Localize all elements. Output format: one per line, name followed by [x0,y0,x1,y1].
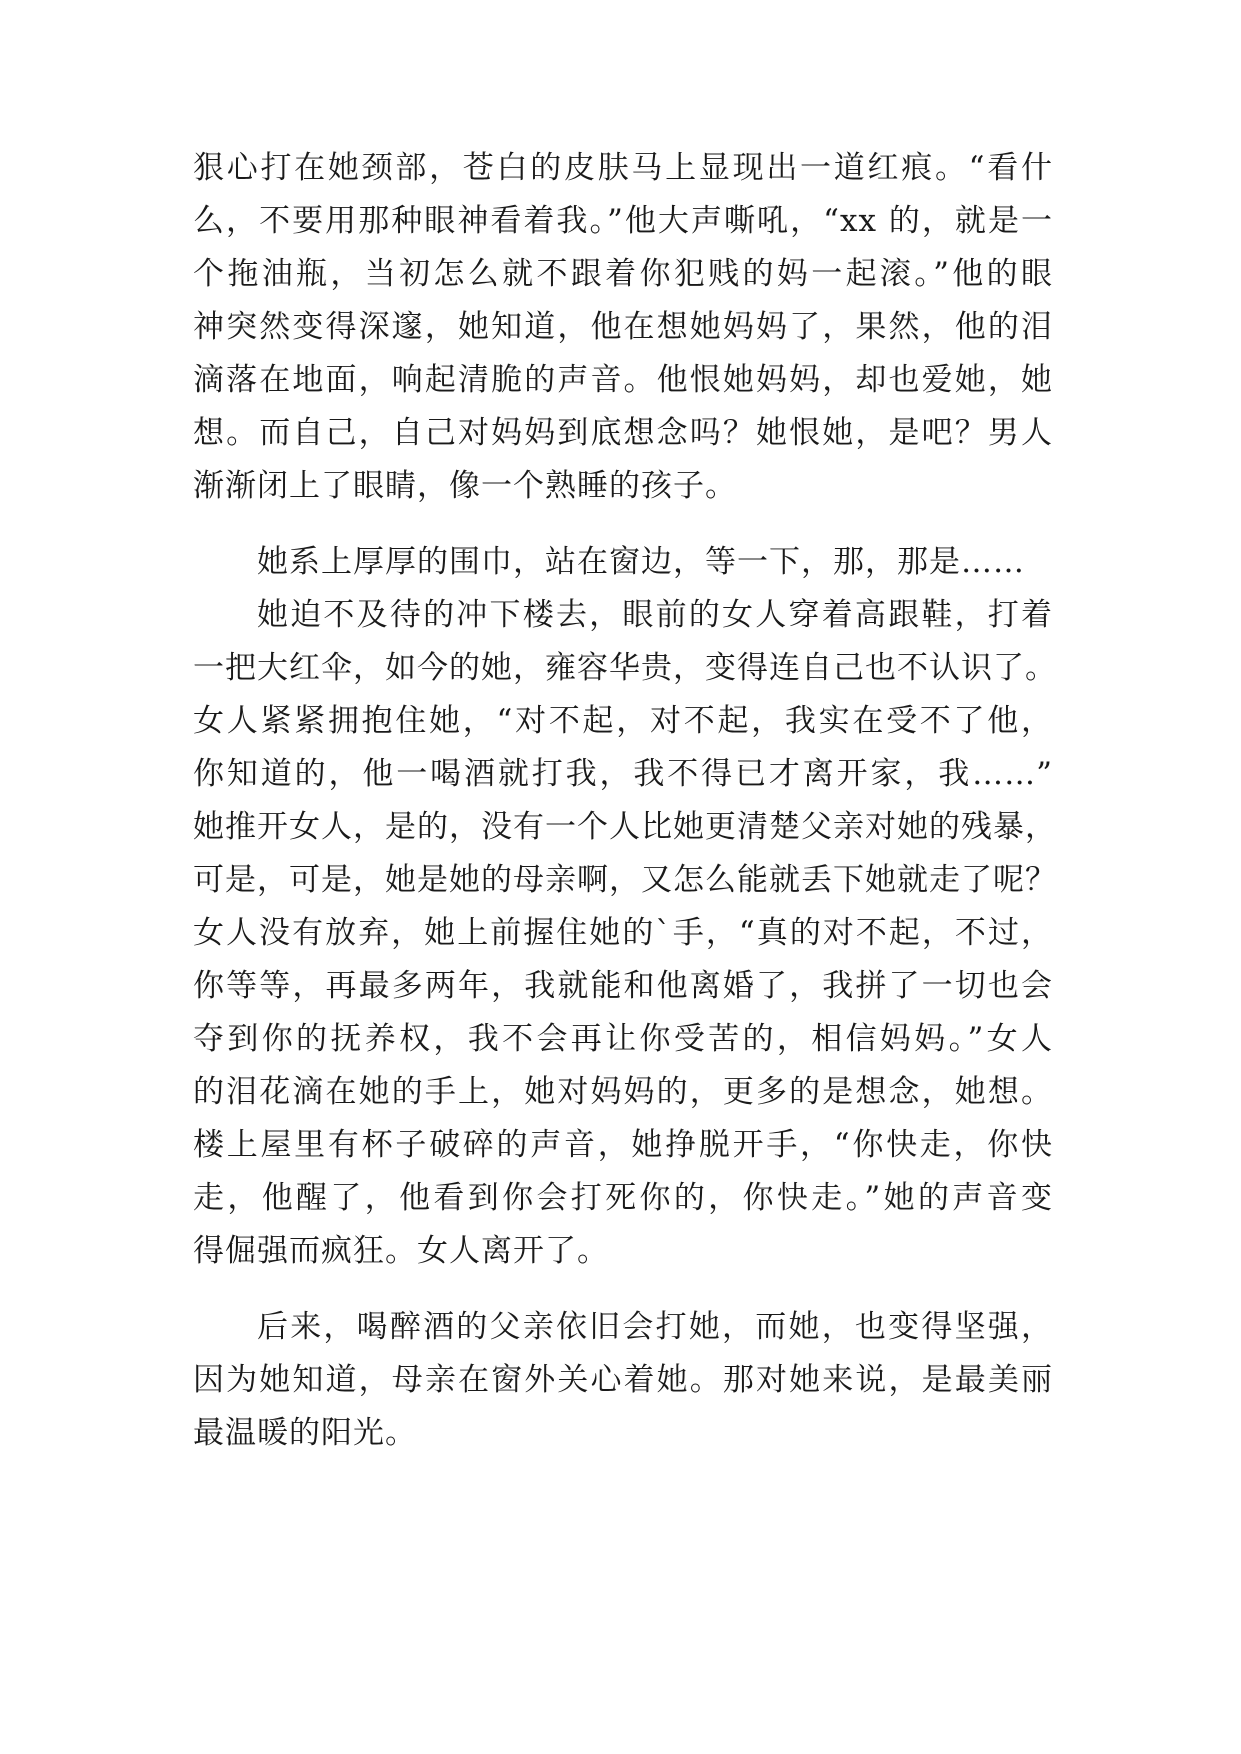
text-line: 她系上厚厚的围巾，站在窗边，等一下，那，那是…… [257,544,1025,580]
text-line: 滴落在地面，响起清脆的声音。他恨她妈妈，却也爱她，她 [193,362,1053,398]
text-line: 想。而自己，自己对妈妈到底想念吗？她恨她，是吧？男人 [193,415,1053,451]
text-line: 女人紧紧拥抱住她，“对不起，对不起，我实在受不了他， [193,703,1053,739]
text-line: 后来，喝醉酒的父亲依旧会打她，而她，也变得坚强， [257,1309,1053,1345]
text-line: 个拖油瓶，当初怎么就不跟着你犯贱的妈一起滚。”他的眼 [193,256,1053,292]
text-line: 夺到你的抚养权，我不会再让你受苦的，相信妈妈。”女人 [193,1021,1053,1057]
text-line: 渐渐闭上了眼睛，像一个熟睡的孩子。 [193,468,737,504]
text-line: 你等等，再最多两年，我就能和他离婚了，我拼了一切也会 [193,968,1053,1004]
text-line: 你知道的，他一喝酒就打我，我不得已才离开家，我……” [193,756,1053,792]
text-line: 一把大红伞，如今的她，雍容华贵，变得连自己也不认识了。 [193,650,1057,686]
text-line: 可是，可是，她是她的母亲啊，又怎么能就丢下她就走了呢？ [193,862,1057,898]
text-line: 女人没有放弃，她上前握住她的`手，“真的对不起，不过， [193,915,1053,951]
text-line: 得倔强而疯狂。女人离开了。 [193,1233,609,1269]
text-line: 楼上屋里有杯子破碎的声音，她挣脱开手，“你快走，你快 [193,1127,1053,1163]
text-line: 的泪花滴在她的手上，她对妈妈的，更多的是想念，她想。 [193,1074,1053,1110]
text-line: 走，他醒了，他看到你会打死你的，你快走。”她的声音变 [193,1180,1053,1216]
text-line: 因为她知道，母亲在窗外关心着她。那对她来说，是最美丽 [193,1362,1053,1398]
text-line: 她推开女人，是的，没有一个人比她更清楚父亲对她的残暴， [193,809,1057,845]
text-line: 最温暖的阳光。 [193,1415,417,1451]
text-line: 她迫不及待的冲下楼去，眼前的女人穿着高跟鞋，打着 [257,597,1053,633]
text-line: 狠心打在她颈部，苍白的皮肤马上显现出一道红痕。“看什 [193,150,1053,186]
text-line: 神突然变得深邃，她知道，他在想她妈妈了，果然，他的泪 [193,309,1053,345]
text-line: 么，不要用那种眼神看着我。”他大声嘶吼，“xx 的，就是一 [193,203,1053,239]
